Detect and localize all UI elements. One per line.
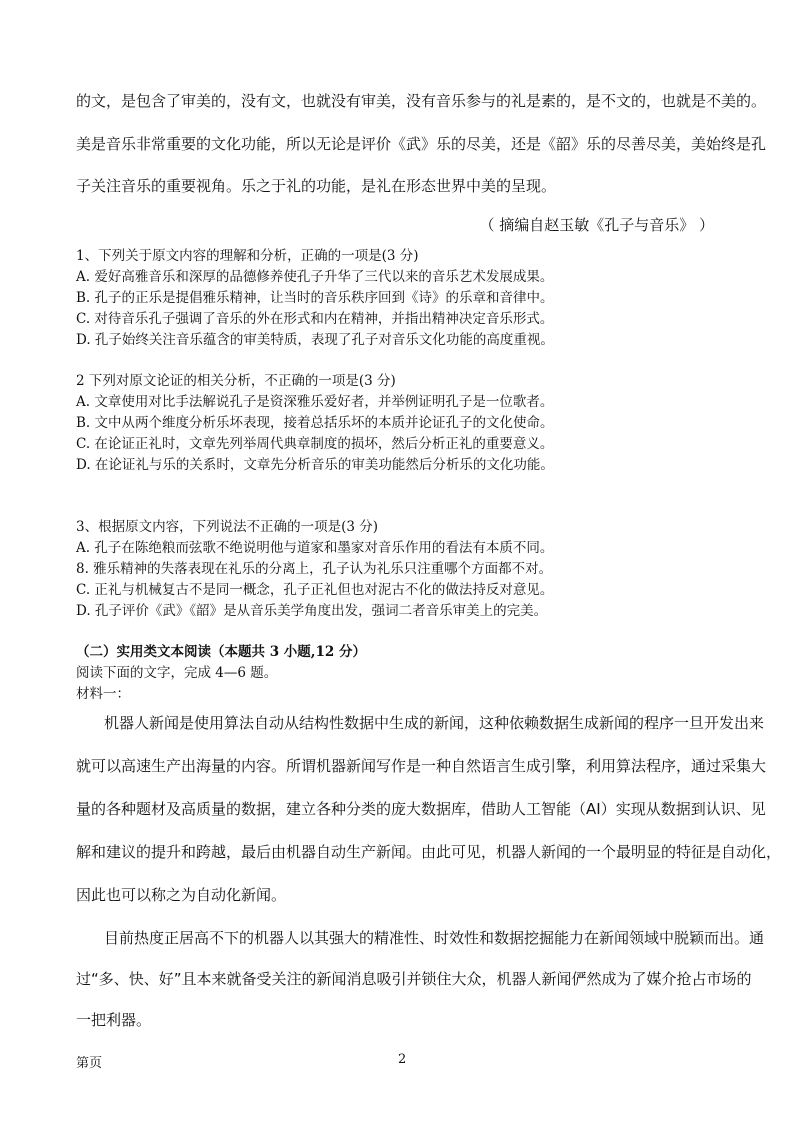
paragraph-2-line-1: 目前热度正居高不下的机器人以其强大的精准性、时效性和数据挖掘能力在新闻领域中脱颖而出。通: [104, 929, 765, 947]
material-label: 材料一：: [76, 686, 130, 702]
question-3-option-b: 8. 雅乐精神的失落表现在礼乐的分离上，孔子认为礼乐只注重哪个方面都不对。: [76, 561, 553, 577]
question-3-option-d: D. 孔子评价《武》《韶》是从音乐美学角度出发，强词二者音乐审美上的完美。: [76, 603, 548, 619]
section-instruction: 阅读下面的文字，完成 4—6 题。: [76, 665, 278, 681]
paragraph-1-line-1: 机器人新闻是使用算法自动从结构性数据中生成的新闻，这种依赖数据生成新闻的程序一旦开发出来: [104, 714, 765, 732]
paragraph-1-line-4: 解和建议的提升和跨越，最后由机器自动生产新闻。由此可见，机器人新闻的一个最明显的特征是自动化，: [76, 843, 782, 861]
question-3-option-c: C. 正礼与机械复古不是同一概念，孔子正礼但也对泥古不化的做法持反对意见。: [76, 582, 554, 598]
paragraph-1-line-2: 就可以高速生产出海量的内容。所谓机器新闻写作是一种自然语言生成引擎，利用算法程序，通过采集大: [76, 757, 767, 775]
question-2-stem: 2 下列对原文论证的相关分析，不正确的一项是(3 分): [76, 373, 396, 389]
footer-page-number: 2: [398, 1052, 407, 1067]
section-heading: （二）实用类文本阅读（本题共 3 小题,12 分）: [76, 644, 366, 660]
paragraph-1-line-3: 量的各种题材及高质量的数据，建立各种分类的庞大数据库，借助人工智能（AI）实现从数据到认识、见: [76, 800, 766, 818]
footer-page-label: 第页: [76, 1056, 103, 1071]
question-2-option-b: B. 文中从两个维度分析乐坏表现，接着总括乐坏的本质并论证孔子的文化使命。: [76, 415, 554, 431]
paragraph-2-line-2: 过“多、快、好”且本来就备受关注的新闻消息吸引并锁住大众，机器人新闻俨然成为了媒介抢占市场的: [76, 970, 752, 988]
question-2-option-d: D. 在论证礼与乐的关系时，文章先分析音乐的审美功能然后分析乐的文化功能。: [76, 457, 554, 473]
question-1-option-c: C. 对待音乐孔子强调了音乐的外在形式和内在精神，并指出精神决定音乐形式。: [76, 311, 554, 327]
passage-line-1: 的文，是包含了审美的，没有文，也就没有审美，没有音乐参与的礼是素的，是不文的，也就是不美的。: [76, 92, 767, 110]
question-1-option-a: A. 爱好高雅音乐和深厚的品德修养使孔子升华了三代以来的音乐艺术发展成果。: [76, 269, 554, 285]
paragraph-1-line-5: 因此也可以称之为自动化新闻。: [76, 886, 287, 904]
passage-line-2: 美是音乐非常重要的文化功能，所以无论是评价《武》乐的尽美，还是《韶》乐的尽善尽美，美始终是孔: [76, 135, 767, 153]
question-2-option-c: C. 在论证正礼时，文章先列举周代典章制度的损坏，然后分析正礼的重要意义。: [76, 436, 554, 452]
passage-line-3: 子关注音乐的重要视角。乐之于礼的功能，是礼在形态世界中美的呈现。: [76, 177, 557, 195]
question-1-stem: 1、下列关于原文内容的理解和分析，正确的一项是(3 分): [76, 248, 419, 264]
paragraph-2-line-3: 一把利器。: [76, 1011, 152, 1029]
question-3-stem: 3、根据原文内容，下列说法不正确的一项是(3 分): [76, 519, 379, 535]
question-1-option-b: B. 孔子的正乐是提倡雅乐精神，让当时的音乐秩序回到《诗》的乐章和音律中。: [76, 290, 554, 306]
question-3-option-a: A. 孔子在陈绝粮而弦歌不绝说明他与道家和墨家对音乐作用的看法有本质不同。: [76, 540, 554, 556]
question-2-option-a: A. 文章使用对比手法解说孔子是资深雅乐爱好者，并举例证明孔子是一位歌者。: [76, 394, 554, 410]
question-1-option-d: D. 孔子始终关注音乐蕴含的审美特质，表现了孔子对音乐文化功能的高度重视。: [76, 332, 554, 348]
source-citation: （ 摘编自赵玉敏《孔子与音乐》 ）: [479, 216, 714, 234]
